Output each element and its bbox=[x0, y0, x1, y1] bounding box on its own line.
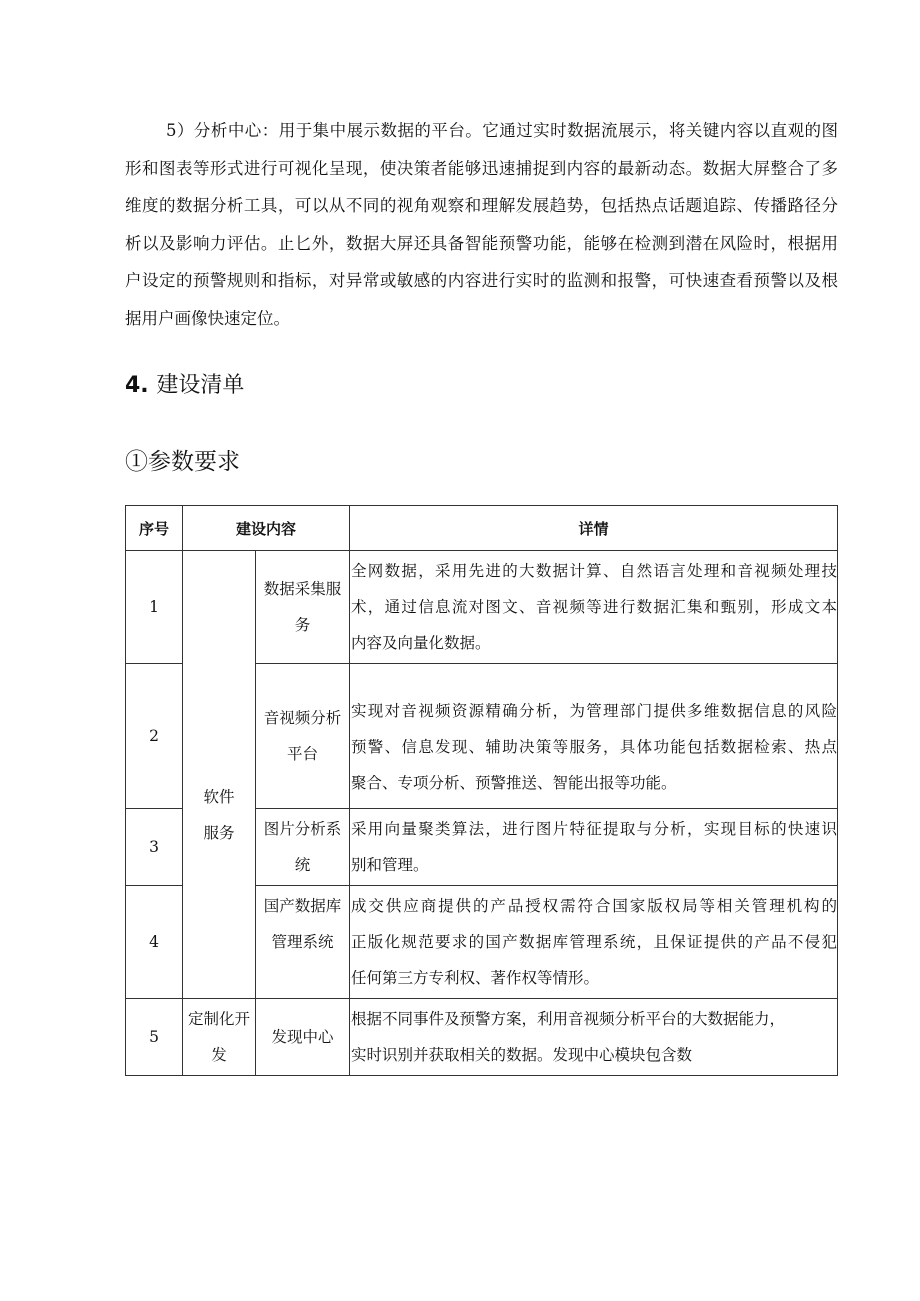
detail-line: 预警、信息发现、辅助决策等服务，具体功能包括数据检索、热点 bbox=[351, 738, 837, 756]
section-number: 4. bbox=[125, 373, 149, 398]
seq-cell: 4 bbox=[126, 886, 183, 999]
item-cell bbox=[256, 551, 350, 664]
group-software-cell bbox=[183, 551, 256, 999]
detail-line: 实时识别并获取相关的数据。发现中心模块包含数 bbox=[351, 1046, 693, 1064]
seq-cell: 5 bbox=[126, 999, 183, 1076]
paragraph-line: 维度的数据分析工具，可以从不同的视角观察和理解发展趋势，包括热点话题追踪、传播路径分 bbox=[125, 196, 838, 215]
group-custom-cell bbox=[183, 999, 256, 1076]
paragraph-line: 析以及影响力评估。止匕外，数据大屏还具备智能预警功能，能够在检测到潜在风险时，根据用 bbox=[125, 233, 838, 253]
detail-line: 内容及向量化数据。 bbox=[351, 634, 491, 652]
group-label: 软件 bbox=[203, 787, 235, 806]
item-line: 国产数据库 bbox=[263, 897, 342, 915]
paragraph-line: 据用户画像快速定位。 bbox=[125, 308, 290, 328]
item-line: 统 bbox=[294, 856, 311, 874]
paragraph-line: 5）分析中心：用于集中展示数据的平台。它通过实时数据流展示，将关键内容以直观的图 bbox=[166, 121, 838, 140]
section-title: 建设清单 bbox=[156, 373, 245, 398]
subheading: ①参数要求 bbox=[125, 449, 240, 475]
table-row bbox=[126, 551, 838, 664]
item-line: 数据采集服 bbox=[263, 580, 342, 598]
detail-cell bbox=[350, 809, 838, 886]
seq-cell: 1 bbox=[126, 551, 183, 664]
detail-cell bbox=[350, 999, 838, 1076]
table-row bbox=[126, 999, 838, 1076]
detail-line: 根据不同事件及预警方案，利用音视频分析平台的大数据能力， bbox=[351, 1010, 786, 1028]
item-line: 平台 bbox=[286, 745, 318, 763]
group-label: 发 bbox=[211, 1046, 227, 1064]
detail-line: 聚合、专项分析、预警推送、智能出报等功能。 bbox=[351, 774, 677, 792]
paragraph-line: 形和图表等形式进行可视化呈现，使决策者能够迅速捕捉到内容的最新动态。数据大屏整合了多 bbox=[125, 158, 838, 178]
detail-cell bbox=[350, 664, 838, 809]
detail-line: 别和管理。 bbox=[351, 856, 429, 874]
item-cell bbox=[256, 809, 350, 886]
analysis-center-paragraph bbox=[125, 115, 838, 340]
header-seq: 序号 bbox=[126, 506, 183, 551]
group-label: 定制化开 bbox=[187, 1010, 250, 1028]
item-cell: 发现中心 bbox=[256, 999, 350, 1076]
detail-line: 正版化规范要求的国产数据库管理系统，且保证提供的产品不侵犯 bbox=[351, 933, 837, 951]
header-content: 建设内容 bbox=[183, 506, 350, 551]
item-cell bbox=[256, 664, 350, 809]
item-line: 务 bbox=[294, 616, 311, 634]
section-heading bbox=[125, 368, 244, 399]
table-header-row bbox=[126, 506, 838, 551]
detail-cell bbox=[350, 551, 838, 664]
item-cell bbox=[256, 886, 350, 999]
seq-cell: 3 bbox=[126, 809, 183, 886]
detail-line: 成交供应商提供的产品授权需符合国家版权局等相关管理机构的 bbox=[351, 897, 837, 915]
detail-line: 任何第三方专利权、著作权等情形。 bbox=[351, 969, 600, 987]
item-line: 音视频分析 bbox=[263, 709, 342, 727]
item-line: 管理系统 bbox=[271, 933, 334, 951]
item-line: 图片分析系 bbox=[263, 820, 342, 838]
detail-line: 采用向量聚类算法，进行图片特征提取与分析，实现目标的快速识 bbox=[351, 820, 837, 838]
detail-cell bbox=[350, 886, 838, 999]
detail-line: 实现对音视频资源精确分析，为管理部门提供多维数据信息的风险 bbox=[351, 702, 837, 720]
group-label: 服务 bbox=[203, 823, 235, 842]
header-detail: 详情 bbox=[350, 506, 838, 551]
paragraph-line: 户设定的预警规则和指标，对异常或敏感的内容进行实时的监测和报警，可快速查看预警以及根 bbox=[125, 271, 838, 290]
construction-list-table bbox=[125, 505, 838, 1076]
seq-cell: 2 bbox=[126, 664, 183, 809]
detail-line: 术，通过信息流对图文、音视频等进行数据汇集和甄别，形成文本 bbox=[351, 598, 837, 616]
detail-line: 全网数据，采用先进的大数据计算、自然语言处理和音视频处理技 bbox=[351, 562, 837, 580]
